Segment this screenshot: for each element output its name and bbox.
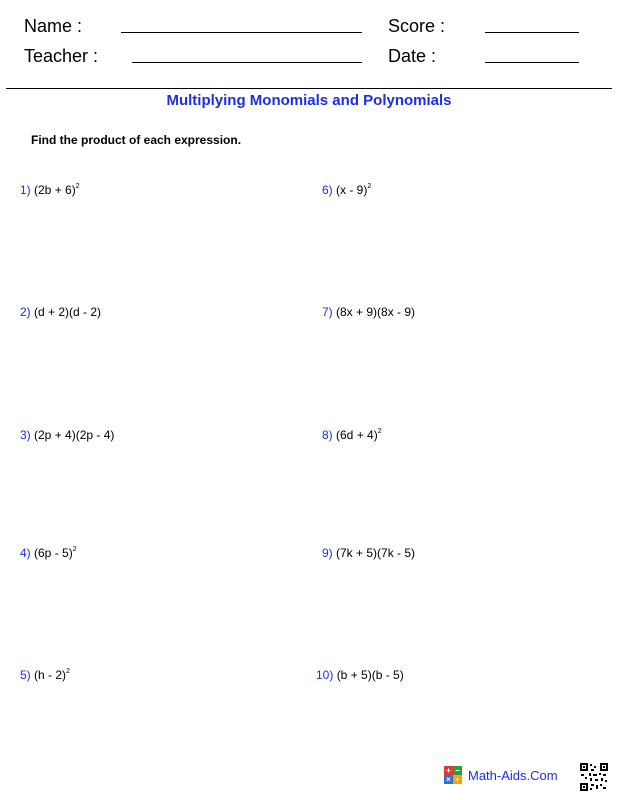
teacher-line — [132, 62, 362, 63]
problem-number: 4) — [20, 546, 31, 560]
problem-3 — [20, 428, 114, 442]
score-line — [485, 32, 579, 33]
footer-brand[interactable] — [444, 766, 558, 784]
teacher-label: Teacher : — [24, 46, 99, 66]
exponent: 2 — [367, 183, 372, 190]
exponent: 2 — [66, 668, 70, 675]
name-label: Name : — [24, 16, 83, 36]
plus-icon: + — [444, 766, 453, 775]
problem-4 — [20, 546, 77, 560]
problem-expression: (d + 2)(d - 2) — [34, 305, 102, 319]
exponent: 2 — [75, 183, 80, 190]
problem-expression: (8x + 9)(8x - 9) — [336, 305, 416, 319]
problem-expression: (6p - 5) — [34, 546, 73, 560]
header-divider — [6, 88, 612, 89]
problem-expression: (6d + 4) — [336, 428, 378, 442]
problem-number: 6) — [322, 183, 333, 197]
problem-number: 7) — [322, 305, 333, 319]
worksheet-title: Multiplying Monomials and Polynomials — [166, 92, 452, 109]
problem-1 — [20, 183, 80, 197]
problem-expression: (x - 9) — [336, 183, 368, 197]
problem-9 — [322, 546, 415, 560]
problem-expression: (b + 5)(b - 5) — [336, 668, 404, 682]
problem-number: 2) — [20, 305, 31, 319]
instructions: Find the product of each expression. — [31, 133, 242, 147]
date-line — [485, 62, 579, 63]
qr-code-icon — [580, 763, 608, 791]
problem-10 — [316, 668, 404, 682]
score-label: Score : — [388, 16, 446, 36]
math-aids-logo-icon — [444, 766, 462, 784]
problem-expression: (7k + 5)(7k - 5) — [336, 546, 416, 560]
problem-number: 10) — [316, 668, 334, 682]
problem-number: 1) — [20, 183, 31, 197]
problem-number: 9) — [322, 546, 333, 560]
problem-6 — [322, 183, 371, 197]
problem-number: 8) — [322, 428, 333, 442]
name-line — [121, 32, 362, 33]
problem-number: 5) — [20, 668, 31, 682]
brand-link[interactable]: Math-Aids.Com — [468, 767, 558, 783]
problem-expression: (h - 2) — [34, 668, 67, 682]
problem-expression: (2p + 4)(2p - 4) — [34, 428, 115, 442]
problem-2 — [20, 305, 101, 319]
problem-expression: (2b + 6) — [34, 183, 76, 197]
exponent: 2 — [72, 546, 77, 553]
divide-icon: ÷ — [453, 775, 462, 784]
problem-5 — [20, 668, 70, 682]
date-label: Date : — [388, 46, 437, 66]
problem-7 — [322, 305, 415, 319]
times-icon: × — [444, 775, 453, 784]
problem-8 — [322, 428, 382, 442]
problem-number: 3) — [20, 428, 31, 442]
exponent: 2 — [377, 428, 382, 435]
minus-icon: − — [453, 766, 462, 775]
